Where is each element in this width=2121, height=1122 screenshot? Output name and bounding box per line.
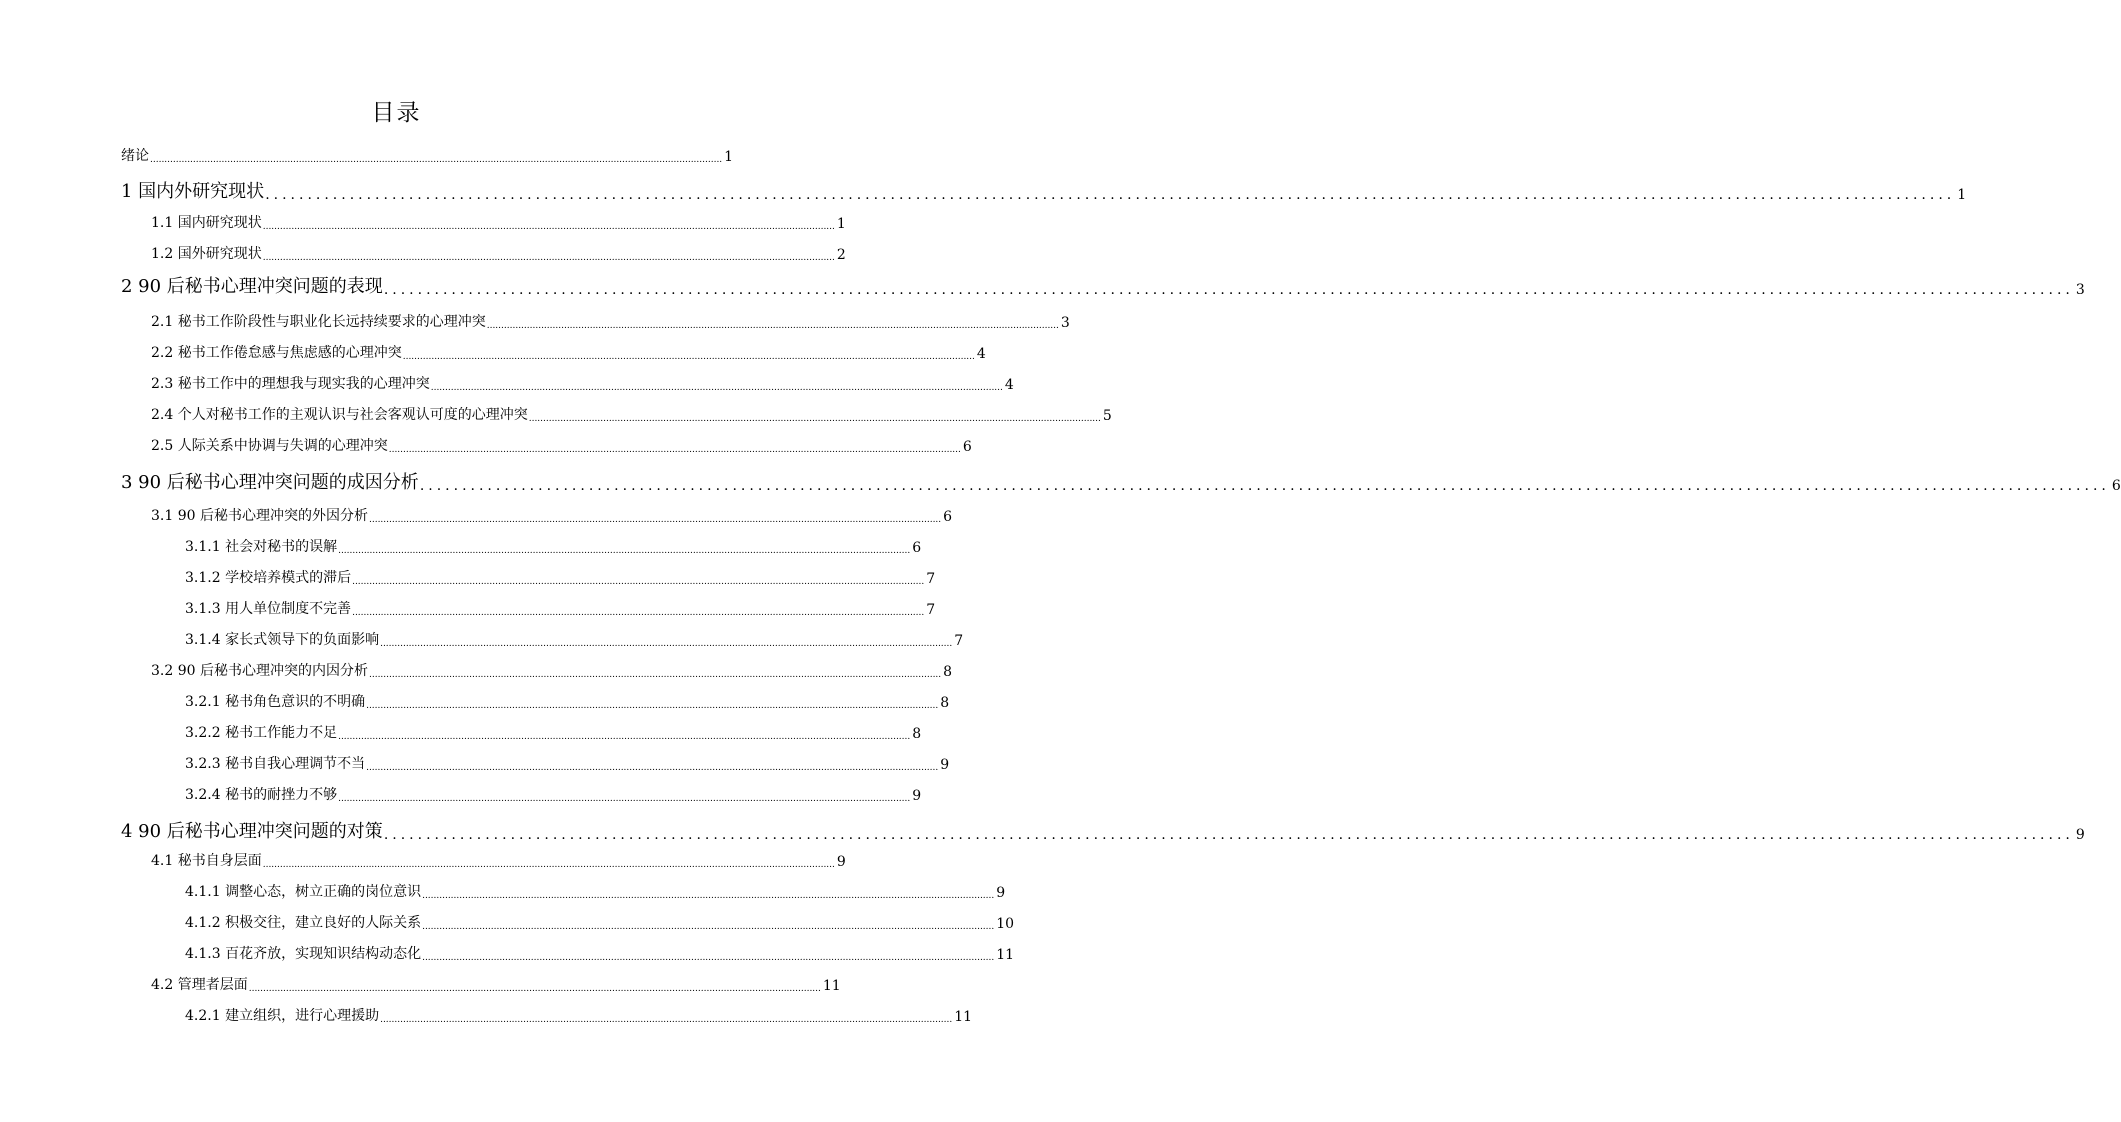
toc-entry[interactable] bbox=[121, 272, 2085, 298]
toc-entry[interactable] bbox=[121, 177, 1967, 203]
toc-entry-page-number: 1 bbox=[836, 216, 846, 232]
toc-entry[interactable] bbox=[185, 753, 950, 773]
toc-entry-label: 2.5 人际关系中协调与失调的心理冲突 bbox=[151, 438, 388, 454]
dot-leader: ........................................................................................................................................................................................................ bbox=[368, 515, 942, 525]
toc-entry-label: 3.2.4 秘书的耐挫力不够 bbox=[185, 787, 338, 803]
dot-leader: ........................................................................................................................................................................................................ bbox=[528, 414, 1101, 424]
dot-leader: ........................................................................................................................................................................................................ bbox=[430, 383, 1003, 393]
toc-entry[interactable] bbox=[151, 311, 1070, 331]
toc-entry-label: 3.2 90 后秘书心理冲突的内因分析 bbox=[151, 663, 368, 679]
toc-entry-label: 4.1 秘书自身层面 bbox=[151, 853, 262, 869]
toc-entry-label: 4.1.1 调整心态，树立正确的岗位意识 bbox=[185, 884, 422, 900]
toc-entry[interactable] bbox=[185, 912, 1015, 932]
toc-entry-page-number: 10 bbox=[996, 916, 1015, 932]
toc-entry[interactable] bbox=[151, 212, 846, 232]
toc-entry[interactable] bbox=[151, 373, 1014, 393]
toc-entry[interactable] bbox=[151, 974, 841, 994]
dot-leader: ........................................................................................................................................................................................................ bbox=[380, 1015, 953, 1025]
toc-entry-label: 3.1.1 社会对秘书的误解 bbox=[185, 539, 338, 555]
toc-entry-page-number: 6 bbox=[962, 439, 972, 455]
toc-entry-page-number: 2 bbox=[836, 247, 846, 263]
toc-entry-page-number: 6 bbox=[943, 509, 953, 525]
dot-leader: ........................................................................................................................................................................................................ bbox=[422, 922, 995, 932]
toc-entry-page-number: 5 bbox=[1102, 408, 1112, 424]
toc-entry-label: 3.2.3 秘书自我心理调节不当 bbox=[185, 756, 366, 772]
toc-entry-page-number: 9 bbox=[2075, 827, 2085, 843]
toc-entry-page-number: 6 bbox=[2111, 478, 2121, 494]
toc-entry-label: 4 90 后秘书心理冲突问题的对策 bbox=[121, 821, 383, 842]
toc-entry-page-number: 8 bbox=[912, 726, 922, 742]
toc-entry-label: 1.2 国外研究现状 bbox=[151, 246, 262, 262]
toc-entry[interactable] bbox=[151, 404, 1112, 424]
dot-leader: ........................................................................................................................................................................................................ bbox=[388, 445, 961, 455]
toc-entry[interactable] bbox=[121, 468, 2121, 494]
toc-entry-page-number: 3 bbox=[2075, 282, 2085, 298]
toc-entry-page-number: 9 bbox=[836, 854, 846, 870]
toc-entry-label: 4.1.3 百花齐放，实现知识结构动态化 bbox=[185, 946, 422, 962]
toc-entry-page-number: 8 bbox=[943, 664, 953, 680]
toc-entry-label: 4.2.1 建立组织，进行心理援助 bbox=[185, 1008, 380, 1024]
dot-leader: ........................................................................................................................................................................................................ bbox=[262, 222, 835, 232]
toc-entry[interactable] bbox=[185, 943, 1015, 963]
dot-leader: ........................................................................................................................................................................................................ bbox=[380, 639, 953, 649]
toc-entry-page-number: 7 bbox=[926, 571, 936, 587]
toc-entry-page-number: 7 bbox=[926, 602, 936, 618]
toc-entry-label: 3.1 90 后秘书心理冲突的外因分析 bbox=[151, 508, 368, 524]
toc-entry-label: 3.2.1 秘书角色意识的不明确 bbox=[185, 694, 366, 710]
toc-entry[interactable] bbox=[185, 881, 1006, 901]
toc-entry[interactable] bbox=[185, 784, 922, 804]
toc-entry[interactable] bbox=[185, 1005, 973, 1025]
toc-entry-label: 3.1.2 学校培养模式的滞后 bbox=[185, 570, 352, 586]
toc-entry-label: 1 国内外研究现状 bbox=[121, 181, 265, 202]
toc-entry-label: 3.2.2 秘书工作能力不足 bbox=[185, 725, 338, 741]
dot-leader: ........................................................................................................................................................................................................ bbox=[352, 608, 925, 618]
toc-entry-page-number: 7 bbox=[954, 633, 964, 649]
dot-leader: ........................................................................................................................................................................................................ bbox=[338, 546, 911, 556]
toc-entry-label: 3.1.3 用人单位制度不完善 bbox=[185, 601, 352, 617]
toc-entry[interactable] bbox=[151, 342, 986, 362]
toc-entry[interactable] bbox=[151, 505, 953, 525]
dot-leader: ........................................................................................................................................................................................................ bbox=[366, 701, 939, 711]
toc-entry[interactable] bbox=[185, 691, 950, 711]
toc-entry-page-number: 11 bbox=[996, 947, 1015, 963]
toc-entry-page-number: 1 bbox=[724, 149, 734, 165]
toc-entry-label: 4.1.2 积极交往，建立良好的人际关系 bbox=[185, 915, 422, 931]
toc-entry-page-number: 4 bbox=[976, 346, 986, 362]
dot-leader: ........................................................................................................................................................................................................ bbox=[150, 155, 723, 165]
toc-entry-page-number: 8 bbox=[940, 695, 950, 711]
toc-entry-label: 2.3 秘书工作中的理想我与现实我的心理冲突 bbox=[151, 376, 430, 392]
toc-entry[interactable] bbox=[121, 145, 734, 165]
toc-entry[interactable] bbox=[121, 817, 2085, 843]
toc-entry[interactable] bbox=[185, 629, 964, 649]
toc-entry[interactable] bbox=[151, 243, 846, 263]
toc-entry-page-number: 4 bbox=[1004, 377, 1014, 393]
dot-leader: ........................................................................................................................................................................................................ bbox=[422, 891, 995, 901]
toc-entry-label: 3.1.4 家长式领导下的负面影响 bbox=[185, 632, 380, 648]
toc-entry[interactable] bbox=[151, 435, 972, 455]
toc-entry-page-number: 9 bbox=[912, 788, 922, 804]
dot-leader: ........................................................................................................................................................................................................ bbox=[352, 577, 925, 587]
toc-entry-label: 3 90 后秘书心理冲突问题的成因分析 bbox=[121, 472, 419, 493]
toc-entry[interactable] bbox=[151, 850, 846, 870]
toc-entry-label: 1.1 国内研究现状 bbox=[151, 215, 262, 231]
dot-leader: ........................................................................................................................................................................................................ bbox=[366, 763, 939, 773]
toc-entry-page-number: 9 bbox=[996, 885, 1006, 901]
toc-entry-page-number: 6 bbox=[912, 540, 922, 556]
dot-leader: ........................................................................................................................................................................................................ bbox=[338, 794, 911, 804]
toc-entry-label: 2.4 个人对秘书工作的主观认识与社会客观认可度的心理冲突 bbox=[151, 407, 528, 423]
toc-entry-page-number: 11 bbox=[822, 978, 841, 994]
dot-leader: ........................................................................................................................................................................................................ bbox=[262, 860, 835, 870]
dot-leader: ........................................................................................................................................................................................................ bbox=[262, 253, 835, 263]
toc-title: 目录 bbox=[371, 100, 422, 126]
dot-leader: ........................................................................................................................................................................................................ bbox=[419, 478, 2110, 494]
toc-entry[interactable] bbox=[185, 567, 936, 587]
toc-entry-label: 2.1 秘书工作阶段性与职业化长远持续要求的心理冲突 bbox=[151, 314, 486, 330]
toc-entry[interactable] bbox=[185, 598, 936, 618]
toc-entry-label: 4.2 管理者层面 bbox=[151, 977, 248, 993]
toc-entry-page-number: 9 bbox=[940, 757, 950, 773]
toc-entry[interactable] bbox=[151, 660, 953, 680]
dot-leader: ........................................................................................................................................................................................................ bbox=[338, 732, 911, 742]
dot-leader: ........................................................................................................................................................................................................ bbox=[486, 321, 1059, 331]
dot-leader: ........................................................................................................................................................................................................ bbox=[383, 282, 2074, 298]
toc-entry[interactable] bbox=[185, 536, 922, 556]
toc-entry-label: 绪论 bbox=[121, 148, 149, 164]
dot-leader: ........................................................................................................................................................................................................ bbox=[368, 670, 942, 680]
dot-leader: ........................................................................................................................................................................................................ bbox=[383, 827, 2074, 843]
toc-entry-page-number: 11 bbox=[954, 1009, 973, 1025]
dot-leader: ........................................................................................................................................................................................................ bbox=[265, 187, 1956, 203]
dot-leader: ........................................................................................................................................................................................................ bbox=[422, 953, 995, 963]
toc-entry-label: 2.2 秘书工作倦怠感与焦虑感的心理冲突 bbox=[151, 345, 402, 361]
toc-entry-page-number: 1 bbox=[1957, 187, 1967, 203]
dot-leader: ........................................................................................................................................................................................................ bbox=[248, 984, 821, 994]
toc-entry-label: 2 90 后秘书心理冲突问题的表现 bbox=[121, 276, 383, 297]
toc-entry-page-number: 3 bbox=[1060, 315, 1070, 331]
dot-leader: ........................................................................................................................................................................................................ bbox=[402, 352, 975, 362]
toc-entry[interactable] bbox=[185, 722, 922, 742]
